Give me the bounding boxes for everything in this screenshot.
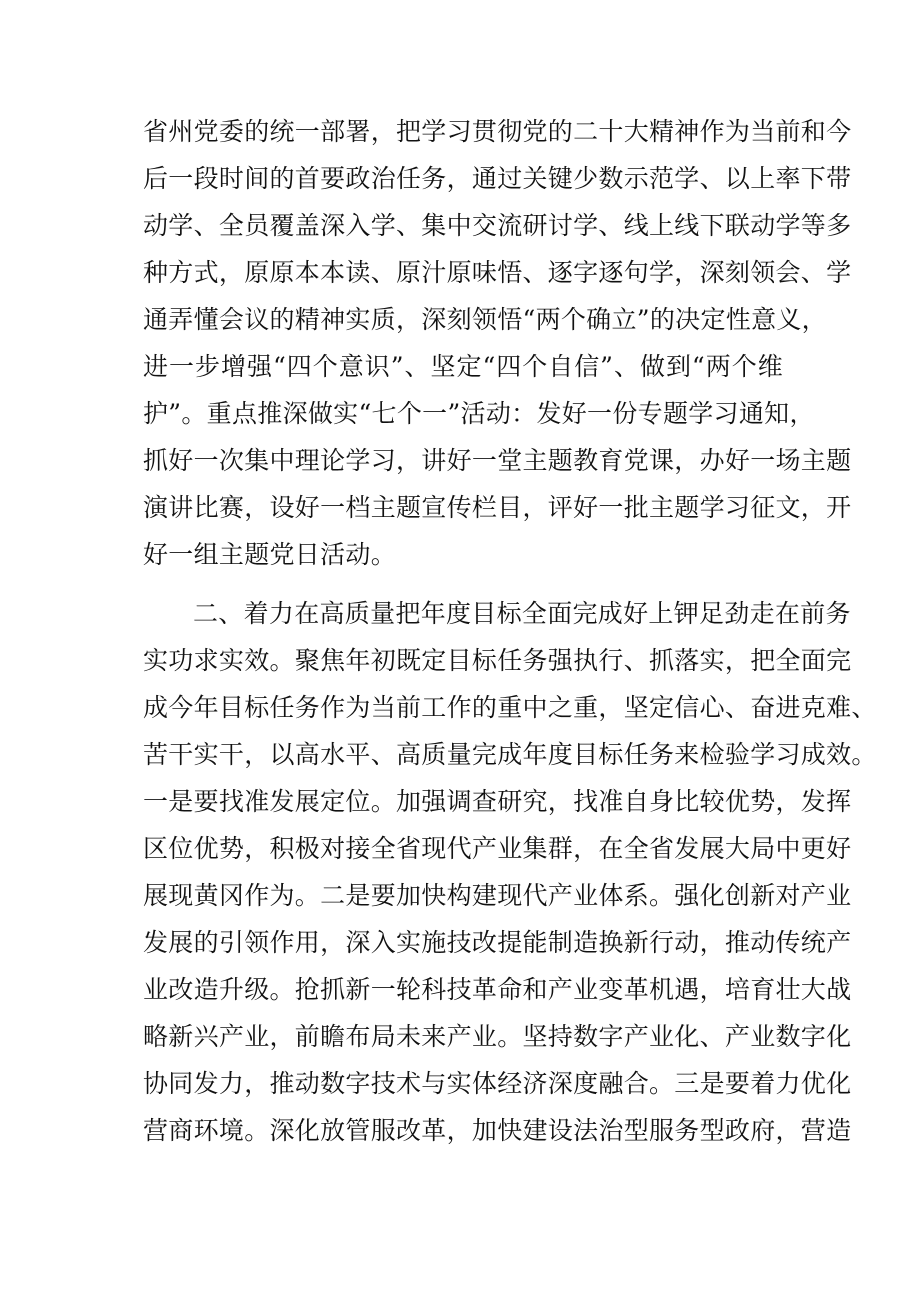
paragraph-line: 种方式，原原本本读、原汁原味悟、逐字逐句学，深刻领会、学 [143,258,852,287]
paragraph-line: 动学、全员覆盖深入学、集中交流研讨学、线上线下联动学等多 [143,211,852,240]
paragraph-line: 实功求实效。聚焦年初既定目标任务强执行、抓落实，把全面完 [143,646,852,675]
paragraph-line: 进一步增强“四个意识”、坚定“四个自信”、做到“两个维 [143,352,783,381]
paragraph-line: 一是要找准发展定位。加强调查研究，找准自身比较优势，发挥 [143,787,852,816]
paragraph-line: 协同发力，推动数字技术与实体经济深度融合。三是要着力优化 [143,1069,852,1098]
paragraph-line: 略新兴产业，前瞻布局未来产业。坚持数字产业化、产业数字化 [143,1022,852,1051]
paragraph-line: 演讲比赛，设好一档主题宣传栏目，评好一批主题学习征文，开 [143,493,852,522]
paragraph-line: 展现黄冈作为。二是要加快构建现代产业体系。强化创新对产业 [143,881,852,910]
paragraph-line: 省州党委的统一部署，把学习贯彻党的二十大精神作为当前和今 [143,117,852,146]
paragraph-line: 营商环境。深化放管服改革，加快建设法治型服务型政府，营造 [143,1116,852,1145]
paragraph-line: 护”。重点推深做实“七个一”活动：发好一份专题学习通知， [143,399,815,428]
paragraph-heading-line: 二、着力在高质量把年度目标全面完成好上钾足劲走在前务 [193,599,851,628]
paragraph-1 [143,108,852,578]
paragraph-gap [143,578,783,590]
paragraph-line: 通弄懂会议的精神实质，深刻领悟“两个确立”的决定性意义， [143,305,827,334]
paragraph-line: 好一组主题党日活动。 [143,540,397,569]
paragraph-line: 苦干实干，以高水平、高质量完成年度目标任务来检验学习成效。 [143,740,877,769]
paragraph-2 [143,590,877,1154]
paragraph-line: 区位优势，积极对接全省现代产业集群，在全省发展大局中更好 [143,834,852,863]
paragraph-line: 后一段时间的首要政治任务，通过关键少数示范学、以上率下带 [143,164,852,193]
paragraph-line: 业改造升级。抢抓新一轮科技革命和产业变革机遇，培育壮大战 [143,975,852,1004]
paragraph-line: 成今年目标任务作为当前工作的重中之重，坚定信心、奋进克难、 [143,693,877,722]
document-body [143,108,877,1154]
paragraph-line: 抓好一次集中理论学习，讲好一堂主题教育党课，办好一场主题 [143,446,852,475]
paragraph-line: 发展的引领作用，深入实施技改提能制造换新行动，推动传统产 [143,928,852,957]
